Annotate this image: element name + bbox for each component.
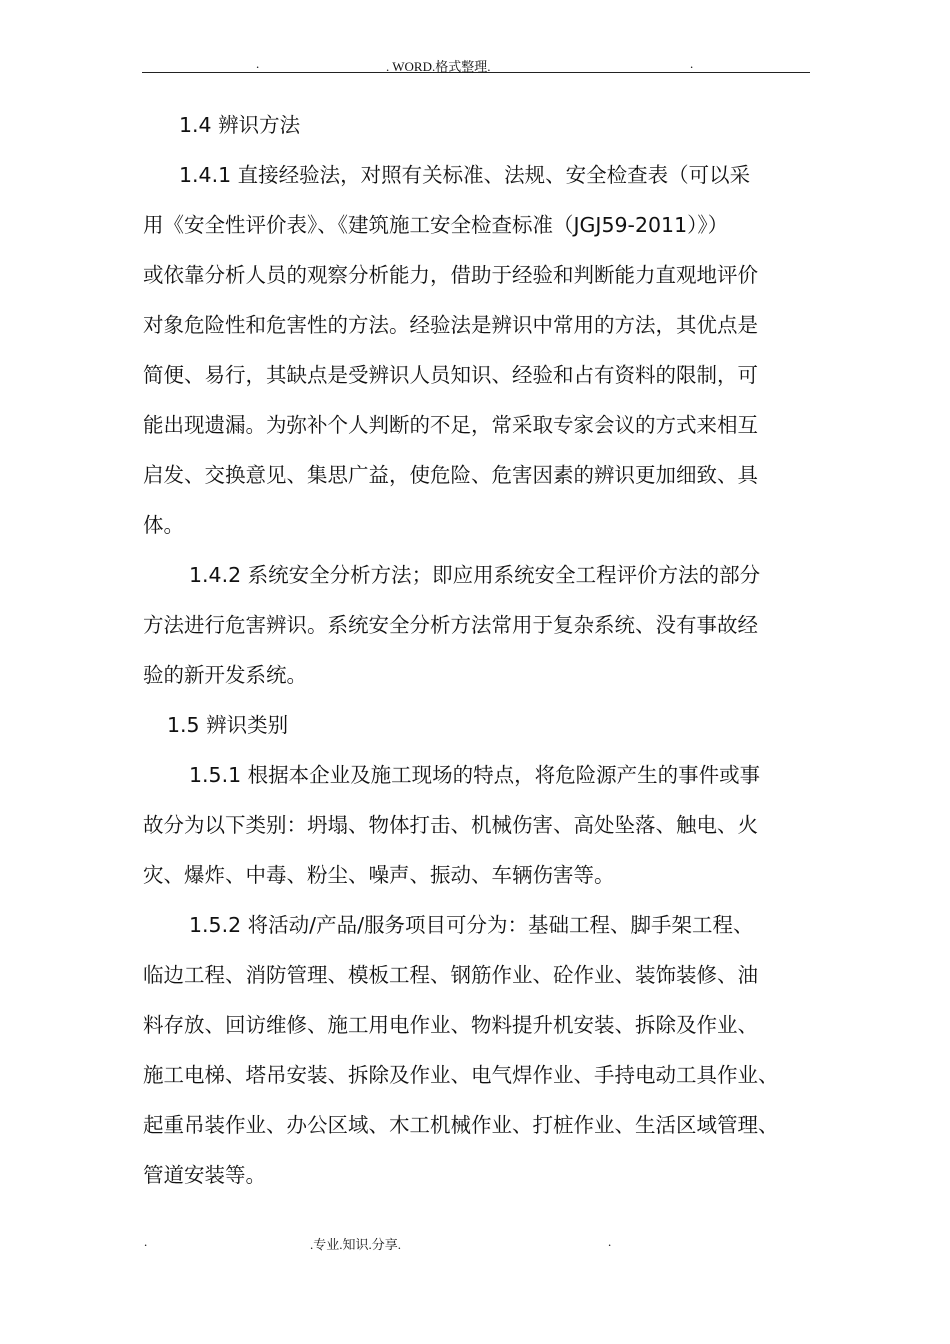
- header-left-mark: .: [256, 56, 260, 71]
- body-line: 用《安全性评价表》、《建筑施工安全检查标准（JGJ59-2011）》）: [143, 213, 729, 237]
- header-rule: [142, 72, 810, 73]
- body-line: 施工电梯、塔吊安装、拆除及作业、电气焊作业、手持电动工具作业、: [143, 1063, 779, 1087]
- body-line: 起重吊装作业、办公区域、木工机械作业、打桩作业、生活区域管理、: [143, 1113, 779, 1137]
- body-line: 验的新开发系统。: [143, 663, 307, 687]
- body-line: 简便、易行，其缺点是受辨识人员知识、经验和占有资料的限制，可: [143, 363, 758, 387]
- body-line: 1.5.1 根据本企业及施工现场的特点，将危险源产生的事件或事: [189, 763, 761, 787]
- header-title: . WORD.格式整理.: [386, 59, 491, 74]
- body-line: 1.4.1 直接经验法，对照有关标准、法规、安全检查表（可以采: [179, 163, 751, 187]
- body-line: 启发、交换意见、集思广益，使危险、危害因素的辨识更加细致、具: [143, 463, 758, 487]
- document-body: [143, 100, 815, 1200]
- body-line: 能出现遗漏。为弥补个人判断的不足，常采取专家会议的方式来相互: [143, 413, 758, 437]
- body-line: 或依靠分析人员的观察分析能力，借助于经验和判断能力直观地评价: [143, 263, 758, 287]
- body-line: 管道安装等。: [143, 1163, 266, 1187]
- footer-left-mark: .: [144, 1234, 148, 1249]
- body-line: 体。: [143, 513, 184, 537]
- body-line: 故分为以下类别：坍塌、物体打击、机械伤害、高处坠落、触电、火: [143, 813, 758, 837]
- body-line: 对象危险性和危害性的方法。经验法是辨识中常用的方法，其优点是: [143, 313, 758, 337]
- body-line: 1.5 辨识类别: [167, 713, 289, 737]
- page-footer: [142, 1234, 810, 1252]
- footer-text: .专业.知识.分享.: [310, 1237, 402, 1252]
- body-line: 灾、爆炸、中毒、粉尘、噪声、振动、车辆伤害等。: [143, 863, 615, 887]
- footer-right-mark: .: [608, 1234, 612, 1249]
- body-line: 1.5.2 将活动/产品/服务项目可分为：基础工程、脚手架工程、: [189, 913, 754, 937]
- body-line: 方法进行危害辨识。系统安全分析方法常用于复杂系统、没有事故经: [143, 613, 758, 637]
- body-line: 料存放、回访维修、施工用电作业、物料提升机安装、拆除及作业、: [143, 1013, 758, 1037]
- body-line: 1.4 辨识方法: [179, 113, 301, 137]
- header-right-mark: .: [690, 56, 694, 71]
- body-line: 1.4.2 系统安全分析方法；即应用系统安全工程评价方法的部分: [189, 563, 761, 587]
- body-line: 临边工程、消防管理、模板工程、钢筋作业、砼作业、装饰装修、油: [143, 963, 758, 987]
